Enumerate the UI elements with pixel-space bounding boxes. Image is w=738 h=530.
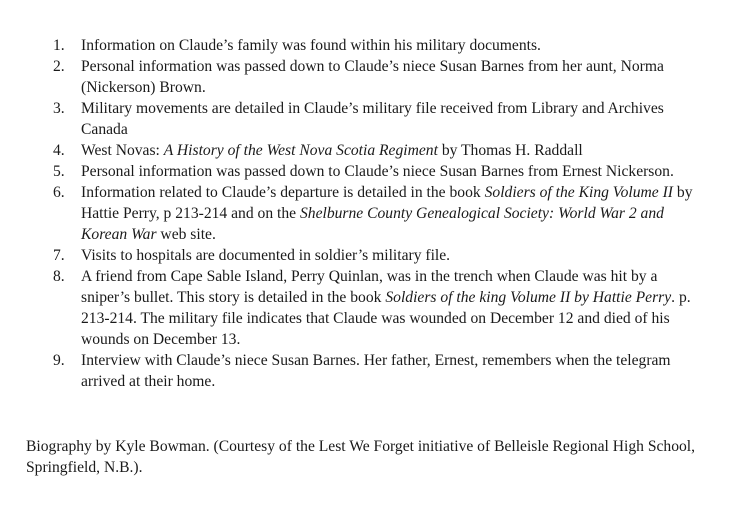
endnote-text — [81, 37, 541, 54]
endnote-item — [0, 182, 738, 245]
endnote-title-italic: A History of the West Nova Scotia Regiment — [163, 142, 438, 159]
endnote-text — [81, 268, 691, 348]
endnote-number: 3. — [53, 100, 65, 117]
endnote-title-italic: Soldiers of the King Volume II — [484, 184, 673, 201]
endnote-text-segment: web site. — [156, 226, 216, 243]
endnote-text-segment: A friend from Cape Sable Island, Perry Quinlan, was in the trench when Claude was hit by a sniper’s bullet. This story is detailed in the book — [81, 268, 658, 306]
endnote-title-italic: Soldiers of the king Volume II by Hattie Perry — [385, 289, 672, 306]
endnote-number: 6. — [53, 184, 65, 201]
endnote-text — [81, 58, 664, 96]
endnote-text — [81, 163, 674, 180]
endnote-item — [0, 245, 738, 266]
endnote-text — [81, 247, 450, 264]
endnote-item — [0, 350, 738, 392]
endnote-number: 7. — [53, 247, 65, 264]
endnote-text-segment: by Thomas H. Raddall — [437, 142, 583, 159]
endnote-number: 8. — [53, 268, 65, 285]
endnote-item — [0, 56, 738, 98]
endnote-title-italic: Shelburne County Genealogical Society: World War 2 and Korean War — [81, 205, 664, 243]
endnote-text-segment: . p. 213-214. The military file indicates that Claude was wounded on December 12 and died of his wounds on December 13. — [81, 289, 691, 348]
endnote-number: 4. — [53, 142, 65, 159]
endnote-text — [81, 100, 664, 138]
endnote-text-segment: Visits to hospitals are documented in soldier’s military file. — [81, 247, 451, 264]
endnote-text-segment: West Novas: — [81, 142, 164, 159]
endnotes-list — [0, 35, 738, 392]
endnote-number: 9. — [53, 352, 65, 369]
endnote-text-segment: Personal information was passed down to Claude’s niece Susan Barnes from her aunt, Norma (Nickerson) Brown. — [81, 58, 664, 96]
endnote-text-segment: Interview with Claude’s niece Susan Barnes. Her father, Ernest, remembers when the telegram arrived at their home. — [81, 352, 671, 390]
endnote-item — [0, 98, 738, 140]
endnote-text — [81, 184, 693, 243]
endnote-item — [0, 140, 738, 161]
endnote-text-segment: Information related to Claude’s departure is detailed in the book — [81, 184, 485, 201]
endnote-text-segment: by Hattie Perry, p 213-214 and on the — [81, 184, 693, 222]
endnote-number: 5. — [53, 163, 65, 180]
endnote-text — [81, 142, 583, 159]
endnote-text-segment: Personal information was passed down to Claude’s niece Susan Barnes from Ernest Nickerson. — [81, 163, 674, 180]
endnote-item — [0, 35, 738, 56]
endnote-text-segment: Information on Claude’s family was found within his military documents. — [81, 37, 541, 54]
biography-credit: Biography by Kyle Bowman. (Courtesy of the Lest We Forget initiative of Belleisle Regional High School, Springfield, N.B.). — [26, 438, 696, 476]
endnote-number: 2. — [53, 58, 65, 75]
endnote-text-segment: Military movements are detailed in Claude’s military file received from Library and Archives Canada — [81, 100, 664, 138]
endnote-number: 1. — [53, 37, 65, 54]
endnote-item — [0, 161, 738, 182]
endnote-item — [0, 266, 738, 350]
endnote-text — [81, 352, 671, 390]
